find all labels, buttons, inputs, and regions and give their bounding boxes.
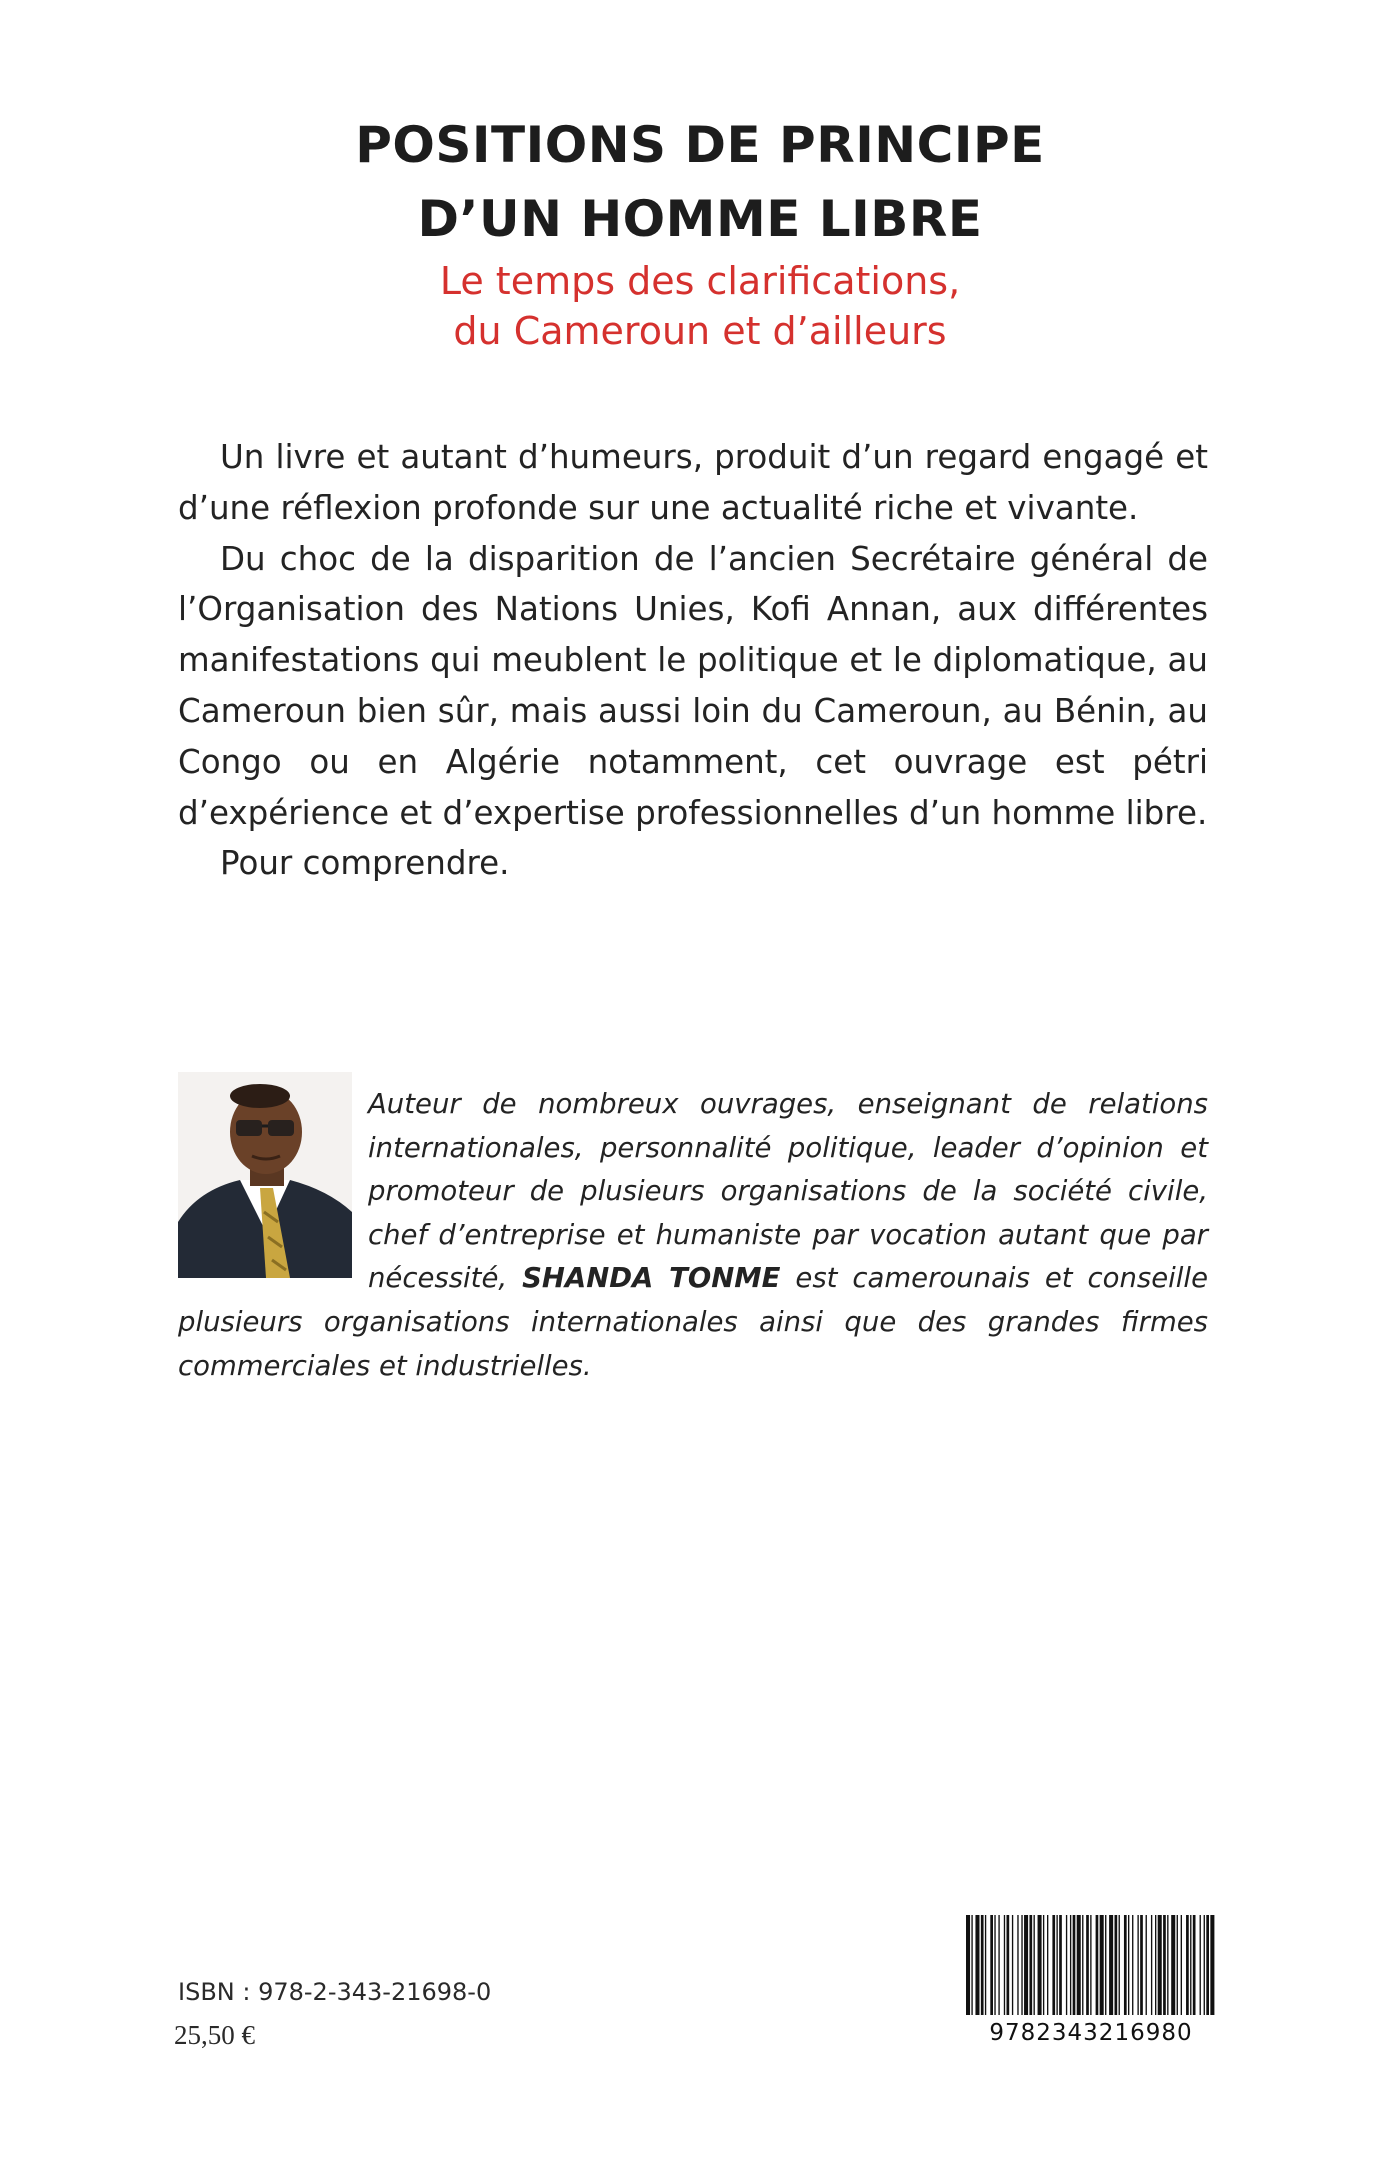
author-bio <box>178 1083 1208 1388</box>
barcode-bar <box>1146 1915 1147 2015</box>
barcode-bar <box>1124 1915 1127 2015</box>
barcode-bar <box>1167 1915 1168 2015</box>
barcode-bar <box>1004 1915 1005 2015</box>
book-title-line-2: D’UN HOMME LIBRE <box>417 190 983 248</box>
barcode-number: 9782343216980 <box>989 2020 1193 2046</box>
book-subtitle-line-1: Le temps des clarifications, <box>439 259 961 303</box>
barcode-bar <box>985 1915 986 2015</box>
barcode-bar <box>1105 1915 1106 2015</box>
barcode-bar <box>998 1915 999 2015</box>
barcode-bar <box>1181 1915 1182 2015</box>
barcode-bar <box>1056 1915 1057 2015</box>
barcode-bar <box>1163 1915 1166 2015</box>
barcode-bar <box>1038 1915 1042 2015</box>
isbn-label: ISBN : 978-2-343-21698-0 <box>178 1978 492 2006</box>
barcode-bar <box>981 1915 984 2015</box>
barcode-bar <box>971 1915 972 2015</box>
price-label: 25,50 € <box>174 2020 255 2050</box>
barcode-bar <box>1171 1915 1175 2015</box>
barcode-bar <box>1043 1915 1044 2015</box>
barcode-bar <box>994 1915 995 2015</box>
barcode-bar <box>1155 1915 1156 2015</box>
barcode-bar <box>1090 1915 1091 2015</box>
barcode-bar <box>1052 1915 1055 2015</box>
barcode-bar <box>1204 1915 1205 2015</box>
barcode-bar <box>1119 1915 1120 2015</box>
author-bio-text-before: Auteur de nombreux ouvrages, enseignant de relations internationales, personnalité politique, leader d’opinion et promoteur de plusieurs organisations de la société civile, chef d’entreprise et humaniste par vocation autant que par nécessité, <box>368 1088 1208 1295</box>
barcode-bar <box>1029 1915 1032 2015</box>
book-blurb <box>178 432 1208 889</box>
blurb-paragraph-3: Pour comprendre. <box>220 844 510 883</box>
barcode-bar <box>1077 1915 1081 2015</box>
barcode-bar <box>1190 1915 1191 2015</box>
barcode-bar <box>1012 1915 1013 2015</box>
barcode-bar <box>1007 1915 1010 2015</box>
author-photo-spacer <box>178 1083 368 1288</box>
barcode-bar <box>1066 1915 1067 2015</box>
barcode-bar <box>1206 1915 1209 2015</box>
barcode-bar <box>1096 1915 1099 2015</box>
barcode-bar <box>1073 1915 1076 2015</box>
book-subtitle-line-2: du Cameroun et d’ailleurs <box>453 309 947 353</box>
barcode-bar <box>1132 1915 1133 2015</box>
barcode-bar <box>1100 1915 1104 2015</box>
barcode-bar <box>1193 1915 1196 2015</box>
barcode-bar <box>1200 1915 1201 2015</box>
barcode-bar <box>1109 1915 1113 2015</box>
barcode-bar <box>1021 1915 1022 2015</box>
author-bio-text-after: est camerounais et conseille plusieurs organisations internationales ainsi que des grandes firmes commerciales et industrielles. <box>178 1262 1208 1382</box>
book-title-line-1: POSITIONS DE PRINCIPE <box>355 116 1045 174</box>
barcode-bar <box>966 1915 970 2015</box>
barcode-bar <box>1158 1915 1162 2015</box>
barcode-bar <box>1137 1915 1138 2015</box>
barcode-bar <box>1034 1915 1035 2015</box>
barcode-bar <box>1128 1915 1129 2015</box>
barcode-bar <box>1024 1915 1028 2015</box>
barcode-bar <box>1017 1915 1018 2015</box>
barcode-bar <box>1082 1915 1083 2015</box>
barcode-bar <box>1086 1915 1089 2015</box>
book-title <box>0 108 1400 256</box>
barcode-bar <box>1115 1915 1118 2015</box>
barcode-bar <box>1210 1915 1214 2015</box>
barcode-bar <box>975 1915 979 2015</box>
barcode-bar <box>1047 1915 1048 2015</box>
barcode-bar <box>1140 1915 1143 2015</box>
book-subtitle <box>0 256 1400 356</box>
blurb-paragraph-2: Du choc de la disparition de l’ancien Secrétaire général de l’Organisation des Nations Unies, Kofi Annan, aux différentes manifestations qui meublent le politique et le diplomatique, au Cameroun bien sûr, mais aussi loin du Cameroun, au Bénin, au Congo ou en Algérie notamment, cet ouvrage est pétri d’expérience et d’expertise professionnelles d’un homme libre. <box>178 539 1208 832</box>
barcode-bar <box>1186 1915 1189 2015</box>
barcode-bar <box>1151 1915 1152 2015</box>
barcode-bar <box>1070 1915 1071 2015</box>
barcode-bar <box>1177 1915 1178 2015</box>
author-name: SHANDA TONME <box>522 1262 781 1295</box>
blurb-paragraph-1: Un livre et autant d’humeurs, produit d’un regard engagé et d’une réflexion profonde sur une actualité riche et vivante. <box>178 438 1208 527</box>
barcode-bar <box>990 1915 993 2015</box>
barcode-bar <box>1059 1915 1062 2015</box>
